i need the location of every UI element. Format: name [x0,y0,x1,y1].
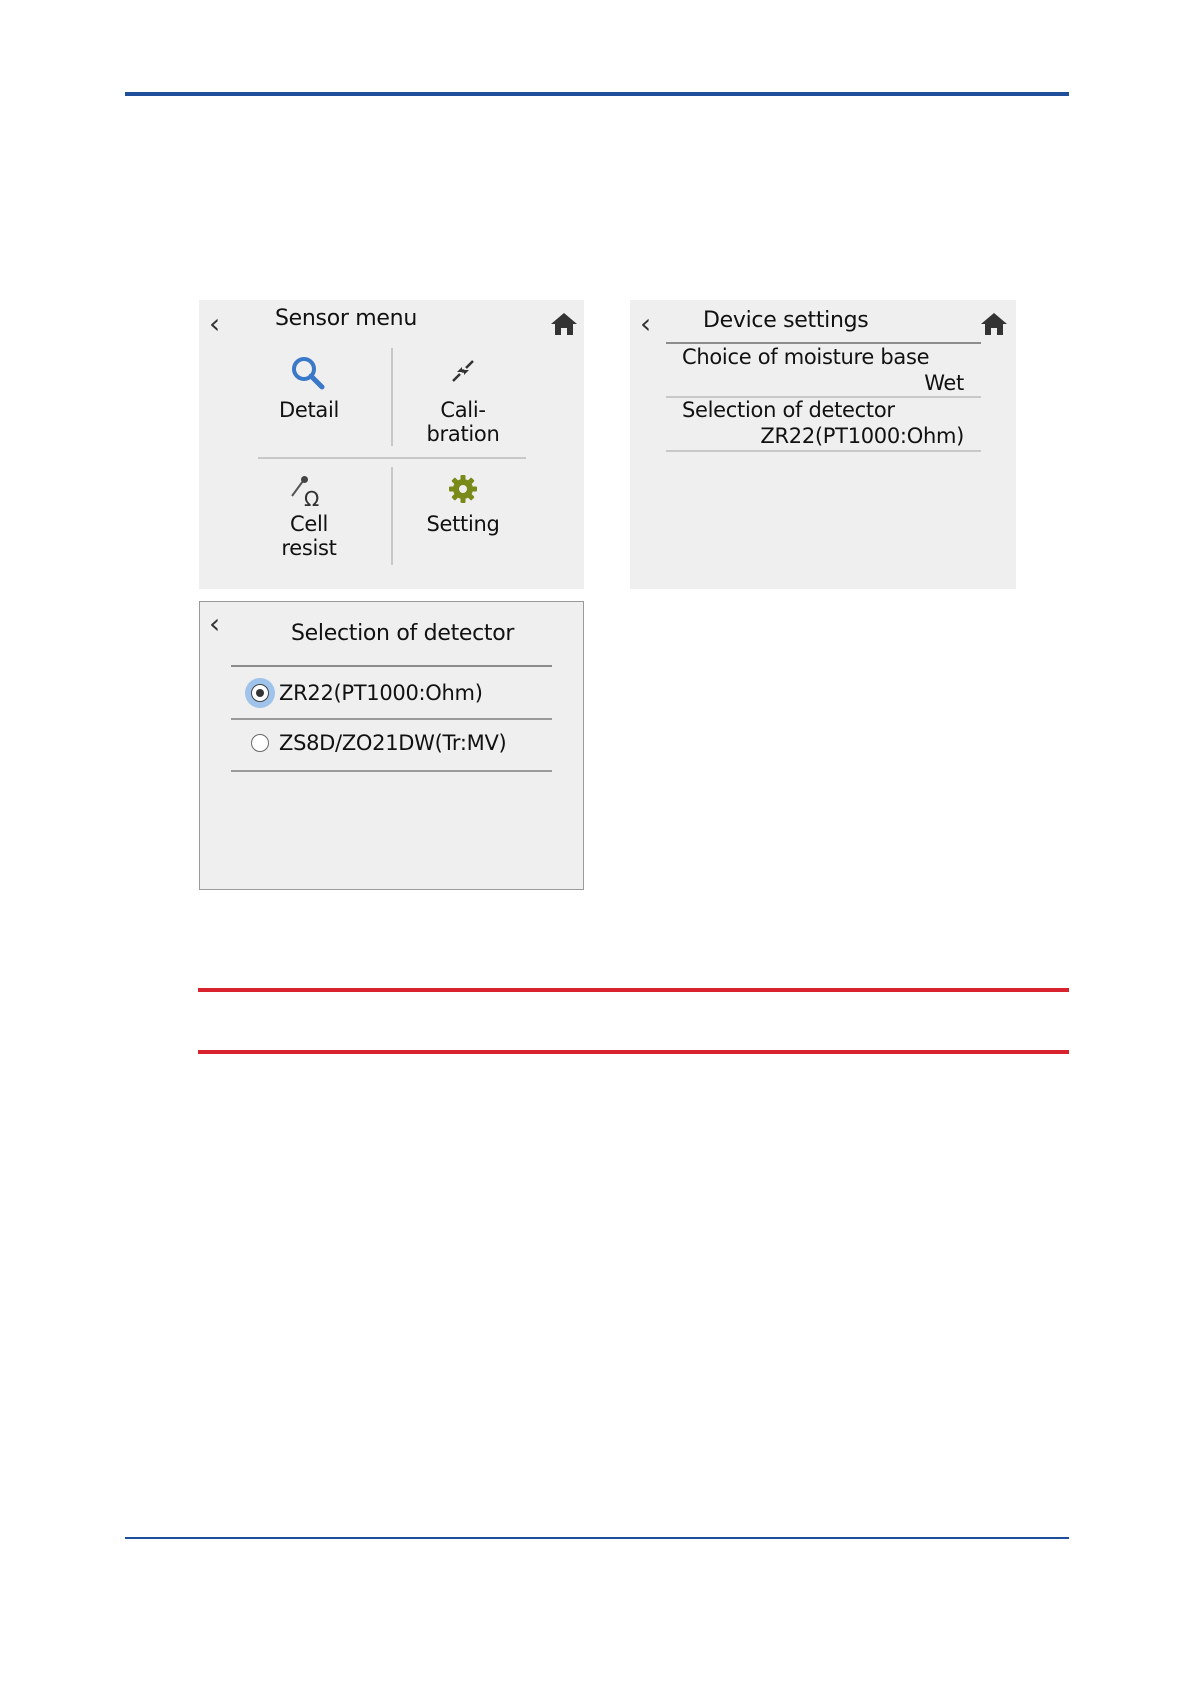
calibration-arrows-icon [449,357,477,385]
option-zs8d[interactable] [231,720,552,770]
setting-row-value: ZR22(PT1000:Ohm) [760,424,964,448]
home-icon[interactable] [550,312,578,336]
option-label: ZS8D/ZO21DW(Tr:MV) [279,731,507,755]
tile-setting[interactable] [393,468,533,568]
option-divider [231,770,552,772]
header-divider [231,665,552,667]
setting-row-label: Selection of detector [682,398,895,422]
setting-row-label: Choice of moisture base [682,345,930,369]
tile-cell-resist[interactable] [239,468,379,568]
magnifier-icon [290,355,326,391]
svg-text:Ω: Ω [304,487,320,508]
tile-divider [258,457,526,459]
chevron-left-icon[interactable]: ‹ [209,607,221,640]
detector-selection-screen [199,601,584,890]
gear-icon [448,474,478,504]
tile-detail[interactable] [239,350,379,450]
tile-detail-label: Detail [278,398,340,422]
detector-selection-title: Selection of detector [291,621,515,646]
header-rule [125,92,1069,96]
setting-row-detector[interactable] [666,398,981,450]
sensor-menu-title: Sensor menu [275,306,417,331]
tile-calibration-label: Cali- bration [426,398,500,446]
chevron-left-icon[interactable]: ‹ [209,307,221,340]
radio-selected-icon[interactable] [251,684,269,702]
tile-calibration[interactable] [393,350,533,450]
sensor-menu-screen [199,300,584,589]
setting-row-moisture-base[interactable] [666,344,981,396]
radio-unselected-icon[interactable] [251,734,269,752]
setting-row-value: Wet [924,371,964,395]
caution-rule-top [198,988,1069,992]
home-icon[interactable] [980,312,1008,336]
chevron-left-icon[interactable]: ‹ [640,307,652,340]
footer-rule [125,1537,1069,1539]
option-label: ZR22(PT1000:Ohm) [279,681,483,705]
cell-resistance-icon [289,474,323,508]
tile-setting-label: Setting [426,512,500,536]
option-zr22[interactable] [231,668,552,718]
row-divider [666,450,981,452]
tile-cell-resist-label: Cell resist [281,512,337,560]
caution-rule-bottom [198,1050,1069,1054]
device-settings-screen [630,300,1016,589]
device-settings-title: Device settings [703,308,869,333]
